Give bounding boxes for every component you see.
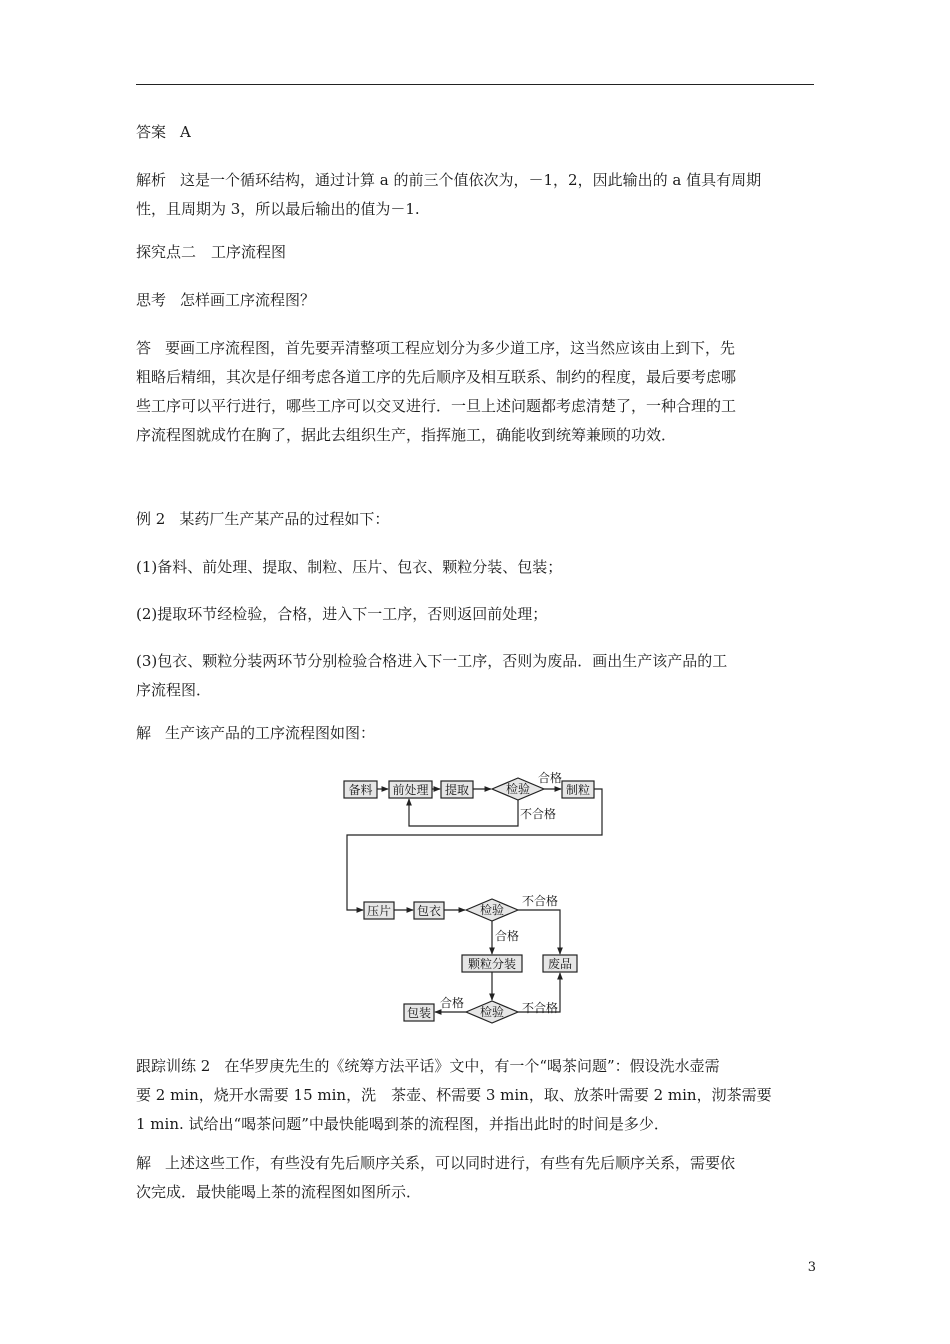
- flow-label-yapian: 压片: [366, 904, 392, 918]
- flow-label-check-3: 检验: [479, 1005, 505, 1019]
- flow-label-keli: 颗粒分装: [467, 957, 517, 971]
- flow-connector-row2: [347, 789, 602, 910]
- page-number: 3: [807, 1260, 816, 1275]
- flow-label-beiliao: 备料: [348, 783, 373, 797]
- flow-label-qianchuli: 前处理: [392, 783, 429, 797]
- reply-line4: 序流程图就成竹在胸了，据此去组织生产，指挥施工，确能收到统筹兼顾的功效．: [136, 426, 677, 444]
- flow-label-tiqu: 提取: [444, 783, 470, 797]
- flow-label-baoyi: 包衣: [416, 904, 442, 918]
- reply-line2: 粗略后精细，其次是仔细考虑各道工序的先后顺序及相互联系、制约的程度，最后要考虑哪: [136, 368, 737, 386]
- flow-label-feipin: 废品: [547, 957, 573, 971]
- flow-arrow-fail-2: [518, 910, 560, 954]
- example2-title: 某药厂生产某产品的过程如下：: [179, 510, 390, 528]
- reply-label: 答: [136, 339, 152, 357]
- solution2-text: 生产该产品的工序流程图如图：: [165, 724, 376, 742]
- example2-item3-line2: 序流程图．: [136, 681, 212, 699]
- final-solution-label: 解: [136, 1154, 152, 1172]
- flow-label-fail-1: 不合格: [519, 807, 557, 821]
- flow-label-zhili: 制粒: [565, 783, 591, 797]
- final-solution-line2: 次完成．最快能喝上茶的流程图如图所示．: [136, 1183, 422, 1201]
- think-label: 思考: [136, 291, 167, 309]
- answer-value: A: [180, 123, 191, 141]
- flow-label-pass-3: 合格: [439, 996, 465, 1010]
- reply-line3: 些工序可以平行进行，哪些工序可以交叉进行．一旦上述问题都考虑清楚了，一种合理的工: [136, 397, 737, 415]
- think-text: 怎样画工序流程图？: [180, 291, 316, 309]
- solution2-label: 解: [136, 724, 152, 742]
- practice2-line3: 1 min. 试给出“喝茶问题”中最快能喝到茶的流程图，并指出此时的时间是多少．: [136, 1115, 669, 1133]
- practice2-paragraph: [136, 1052, 814, 1139]
- example2-label: 例 2: [136, 510, 166, 528]
- practice2-line1: 在华罗庚先生的《统筹方法平话》文中，有一个“喝茶问题”：假设洗水壶需: [224, 1057, 720, 1075]
- flow-label-baozhuang: 包装: [406, 1006, 432, 1020]
- answer-label: 答案: [136, 123, 167, 141]
- final-solution-paragraph: [136, 1149, 814, 1207]
- analysis-label: 解析: [136, 171, 167, 189]
- analysis-line1: 这是一个循环结构，通过计算 a 的前三个值依次为，－1，2，因此输出的 a 值具有周期: [180, 171, 762, 189]
- flow-label-fail-2: 不合格: [521, 894, 559, 908]
- flow-label-pass-1: 合格: [537, 771, 563, 785]
- example2-item3-line1: (3)包衣、颗粒分装两环节分别检验合格进入下一工序，否则为废品．画出生产该产品的工: [136, 652, 728, 670]
- section-title: 探究点二 工序流程图: [136, 243, 287, 261]
- analysis-line2: 性，且周期为 3，所以最后输出的值为－1.: [136, 200, 420, 218]
- flow-label-check-1: 检验: [505, 782, 531, 796]
- flow-label-fail-3: 不合格: [521, 1001, 559, 1015]
- reply-line1: 要画工序流程图，首先要弄清整项工程应划分为多少道工序，这当然应该由上到下，先: [165, 339, 736, 357]
- flow-arrow-fail-1: [409, 799, 518, 826]
- flow-label-pass-2: 合格: [494, 929, 520, 943]
- example2-item1: (1)备料、前处理、提取、制粒、压片、包衣、颗粒分装、包装；: [136, 558, 563, 576]
- flow-label-check-2: 检验: [479, 903, 505, 917]
- final-solution-line1: 上述这些工作，有些没有先后顺序关系，可以同时进行，有些有先后顺序关系，需要依: [165, 1154, 736, 1172]
- example2-item2: (2)提取环节经检验，合格，进入下一工序，否则返回前处理；: [136, 605, 548, 623]
- practice2-line2: 要 2 min，烧开水需要 15 min，洗 茶壶、杯需要 3 min，取、放茶叶需要 2 min，沏茶需要: [136, 1086, 772, 1104]
- practice2-label: 跟踪训练 2: [136, 1057, 211, 1075]
